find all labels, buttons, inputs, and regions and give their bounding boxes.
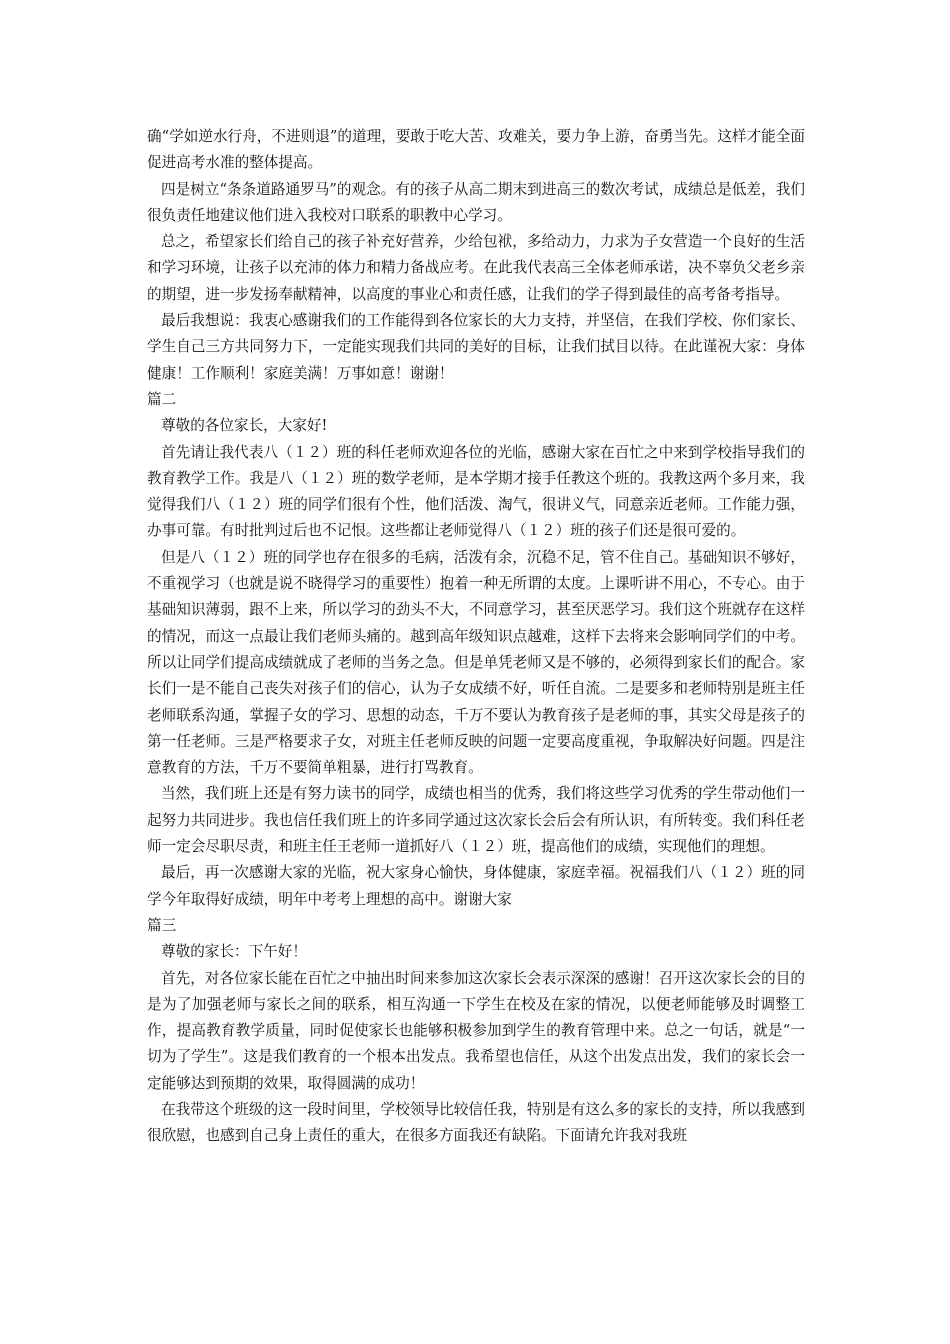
paragraph: 最后我想说：我衷心感谢我们的工作能得到各位家长的大力支持，并坚信，在我们学校、你们家长、学生自己三方共同努力下，一定能实现我们共同的美好的目标，让我们拭目以待。在此谨祝大家：身体健康！工作顺利！家庭美满！万事如意！谢谢！: [147, 312, 805, 382]
paragraph: 尊敬的家长：下午好！: [161, 943, 307, 961]
paragraph: 首先，对各位家长能在百忙之中抽出时间来参加这次家长会表示深深的感谢！召开这次家长会的目的是为了加强老师与家长之间的联系，相互沟通一下学生在校及在家的情况，以便老师能够及时调整工作，提高教育教学质量，同时促使家长也能够积极参加到学生的教育管理中来。总之一句话，就是“一切为了学生”。这是我们教育的一个根本出发点。我希望也信任，从这个出发点出发，我们的家长会一定能够达到预期的效果，取得圆满的成功！: [147, 969, 805, 1092]
paragraph: 但是八（１２）班的同学也存在很多的毛病，活泼有余，沉稳不足，管不住自己。基础知识不够好，不重视学习（也就是说不晓得学习的重要性）抱着一种无所谓的太度。上课听讲不用心，不专心。由于基础知识薄弱，跟不上来，所以学习的劲头不大，不同意学习，甚至厌恶学习。我们这个班就存在这样的情况，而这一点最让我们老师头痛的。越到高年级知识点越难，这样下去将来会影响同学们的中考。所以让同学们提高成绩就成了老师的当务之急。但是单凭老师又是不够的，必须得到家长们的配合。家长们一是不能自己丧失对孩子们的信心，认为子女成绩不好，听任自流。二是要多和老师特别是班主任老师联系沟通，掌握子女的学习、思想的动态，千万不要认为教育孩子是老师的事，其实父母是孩子的第一任老师。三是严格要求子女，对班主任老师反映的问题一定要高度重视，争取解决好问题。四是注意教育的方法，千万不要简单粗暴，进行打骂教育。: [147, 548, 805, 777]
paragraph: 确“学如逆水行舟，不进则退”的道理，要敢于吃大苦、攻难关，要力争上游，奋勇当先。这样才能全面促进高考水准的整体提高。: [147, 128, 805, 172]
paragraph: 尊敬的各位家长，大家好!: [161, 417, 328, 435]
paragraph: 当然，我们班上还是有努力读书的同学，成绩也相当的优秀，我们将这些学习优秀的学生带动他们一起努力共同进步。我也信任我们班上的许多同学通过这次家长会后会有所认识，有所转变。我们科任老师一定会尽职尽责，和班主任王老师一道抓好八（１２）班，提高他们的成绩，实现他们的理想。: [147, 785, 805, 856]
paragraph: 最后，再一次感谢大家的光临，祝大家身心愉快，身体健康，家庭幸福。祝福我们八（１２）班的同学今年取得好成绩，明年中考考上理想的高中。谢谢大家: [147, 864, 805, 908]
paragraph: 总之，希望家长们给自己的孩子补充好营养，少给包袱，多给动力，力求为子女营造一个良好的生活和学习环境，让孩子以充沛的体力和精力备战应考。在此我代表高三全体老师承诺，决不辜负父老乡亲的期望，进一步发扬奉献精神，以高度的事业心和责任感，让我们的学子得到最佳的高考备考指导。: [147, 233, 805, 303]
section-heading: 篇三: [147, 916, 177, 934]
document-page: [147, 124, 805, 1150]
section-heading: 篇二: [147, 390, 177, 408]
paragraph: 首先请让我代表八（１２）班的科任老师欢迎各位的光临，感谢大家在百忙之中来到学校指导我们的教育教学工作。我是八（１２）班的数学老师，是本学期才接手任教这个班的。我教这两个多月来，我觉得我们八（１２）班的同学们很有个性，他们活泼、淘气，很讲义气，同意亲近老师。工作能力强，办事可靠。有时批判过后也不记恨。这些都让老师觉得八（１２）班的孩子们还是很可爱的。: [147, 443, 805, 540]
paragraph: 在我带这个班级的这一段时间里，学校领导比较信任我，特别是有这么多的家长的支持，所以我感到很欣慰，也感到自己身上责任的重大，在很多方面我还有缺陷。下面请允许我对我班: [147, 1100, 805, 1145]
paragraph: 四是树立“条条道路通罗马”的观念。有的孩子从高二期末到进高三的数次考试，成绩总是低差，我们很负责任地建议他们进入我校对口联系的职教中心学习。: [147, 180, 805, 224]
